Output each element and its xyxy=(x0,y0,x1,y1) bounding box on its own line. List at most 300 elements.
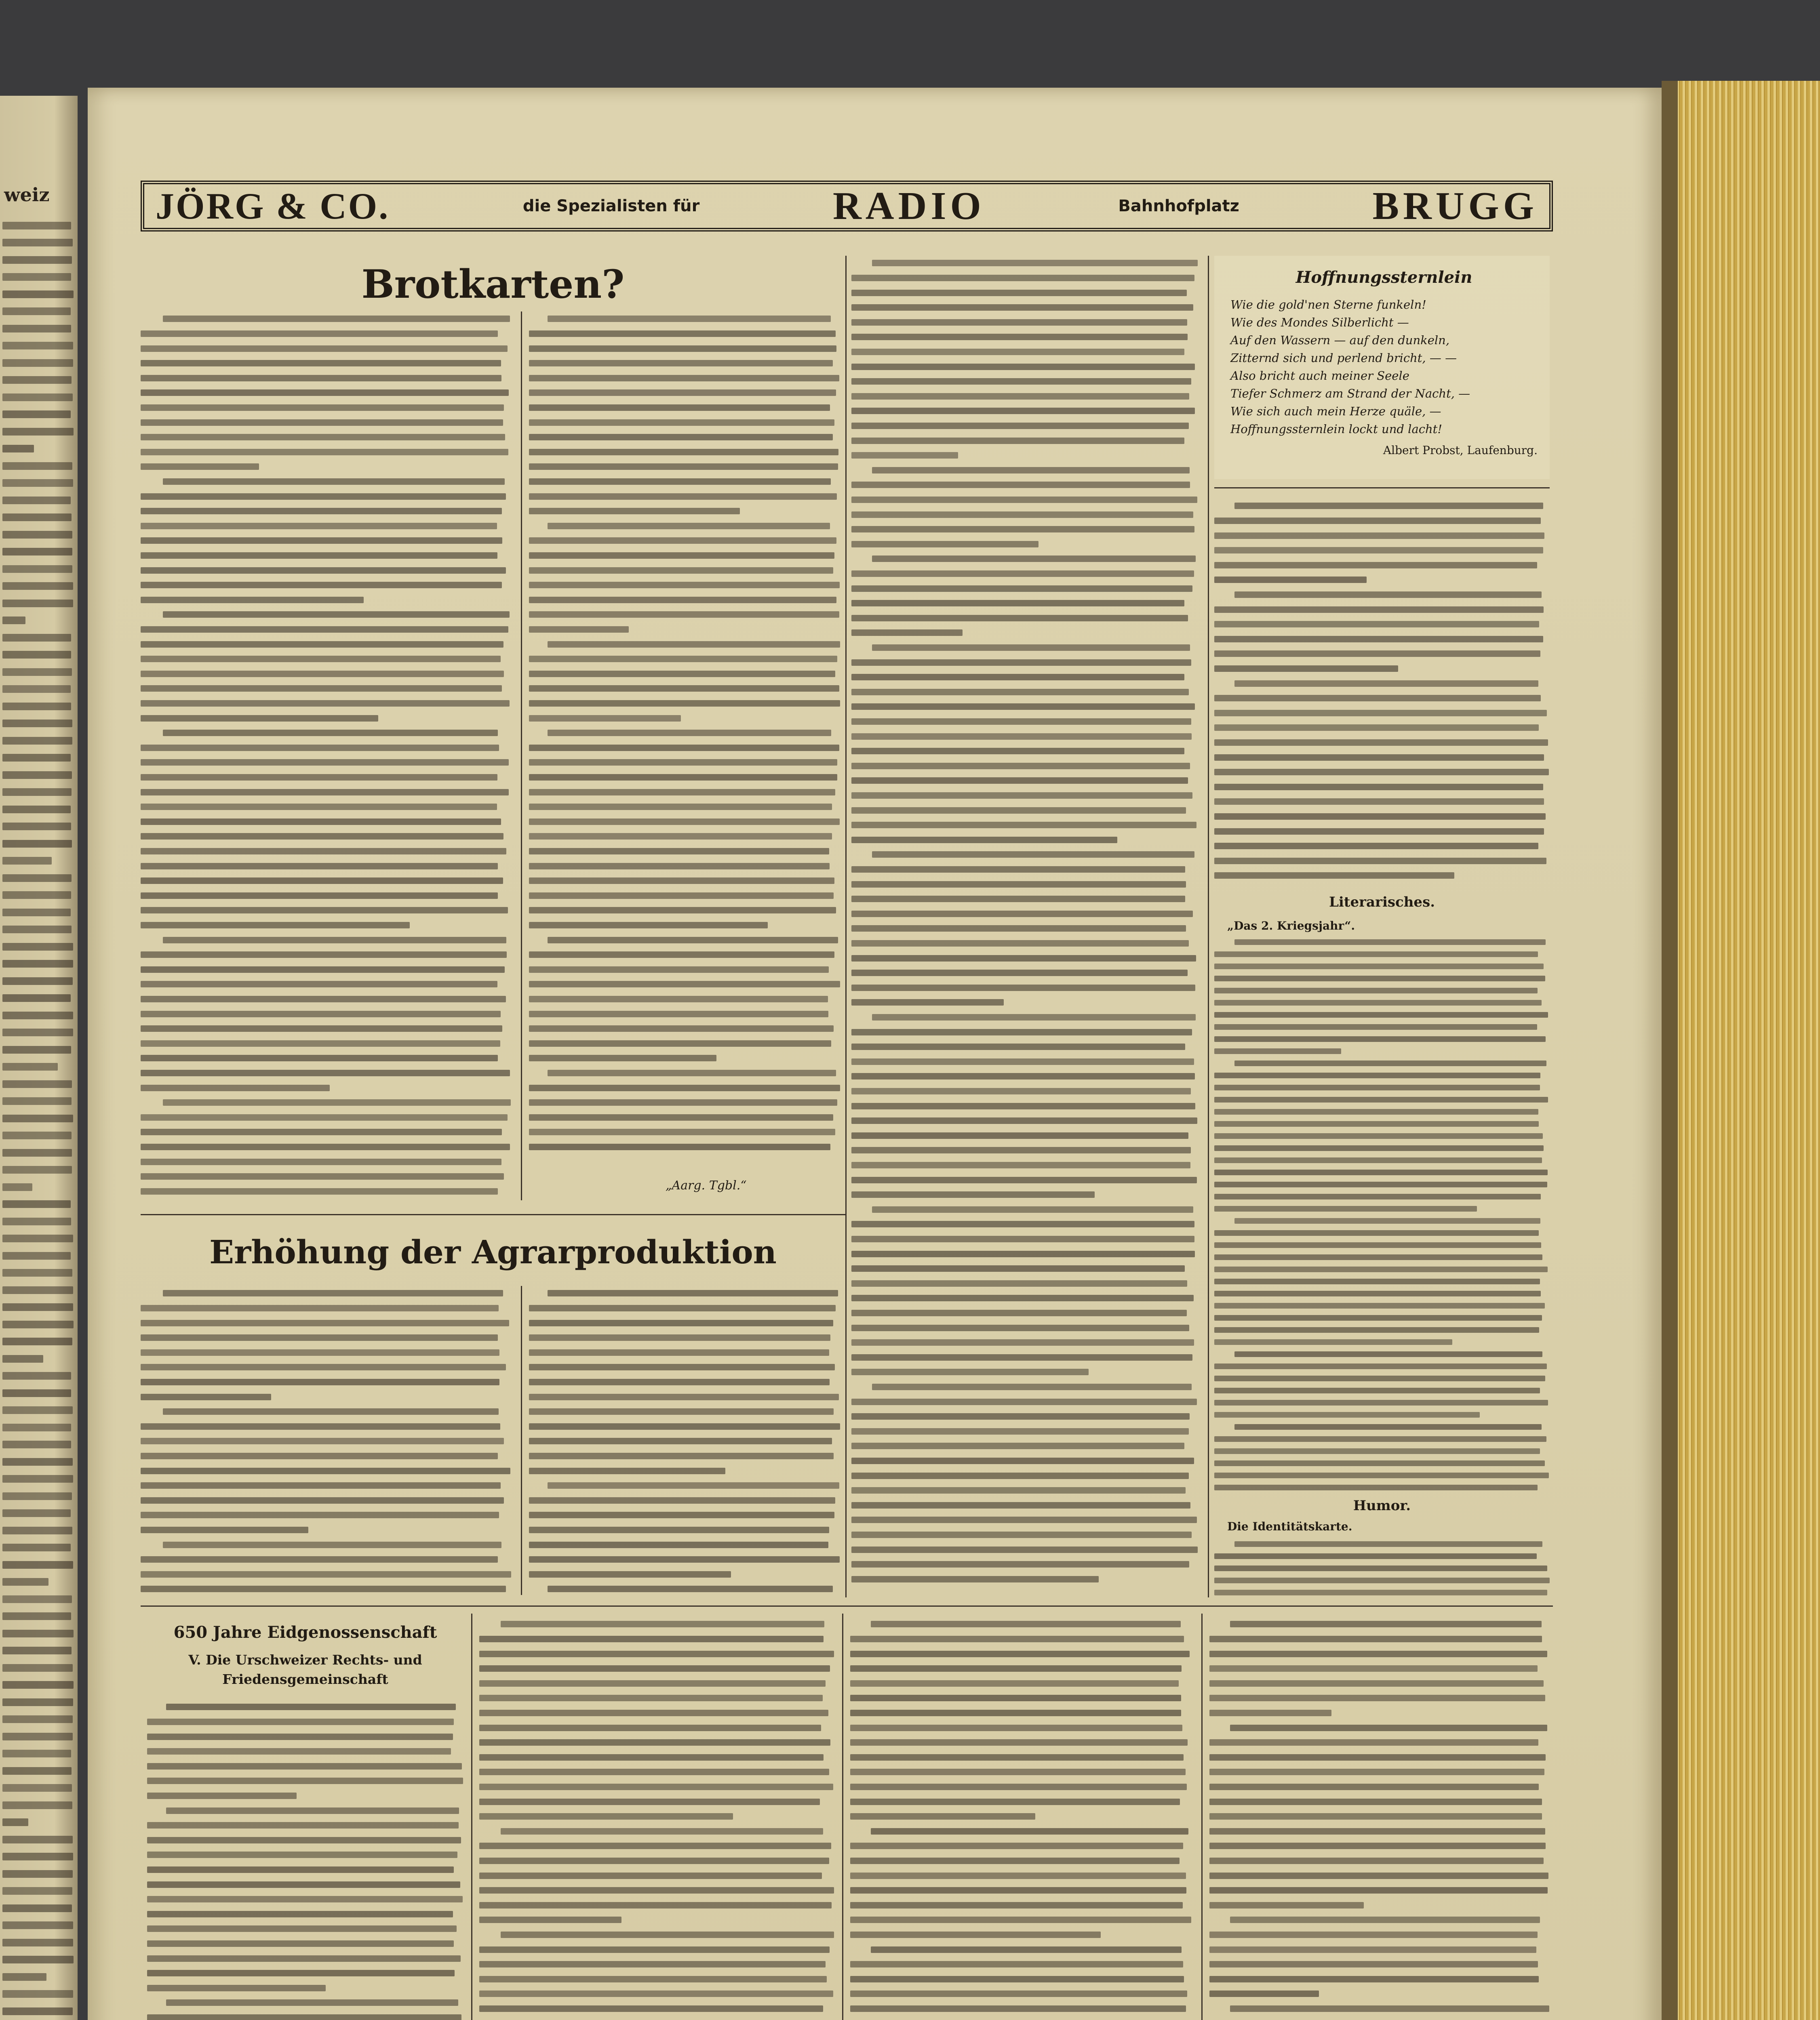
text-line xyxy=(141,537,502,544)
poem-line: Tiefer Schmerz am Strand der Nacht, — xyxy=(1230,387,1470,400)
text-line xyxy=(2,1355,43,1363)
text-line xyxy=(529,996,828,1002)
text-line xyxy=(1214,1553,1537,1559)
text-line xyxy=(851,1428,1189,1435)
text-line xyxy=(141,523,497,529)
text-line xyxy=(1234,1060,1546,1066)
text-line xyxy=(2,943,73,951)
text-line xyxy=(529,1085,840,1091)
text-line xyxy=(529,493,837,500)
agrarproduktion-headline: Erhöhung der Agrarproduktion xyxy=(209,1233,777,1271)
poem-line: Auf den Wassern — auf den dunkeln, xyxy=(1230,333,1450,347)
text-line xyxy=(851,452,958,459)
text-line xyxy=(529,700,840,707)
text-line xyxy=(166,1807,459,1814)
text-line xyxy=(147,2014,461,2020)
text-line xyxy=(1214,1315,1542,1321)
text-line xyxy=(1214,1121,1539,1127)
advertiser-tagline: die Spezialisten für xyxy=(522,197,700,215)
text-line xyxy=(851,1029,1192,1035)
text-line xyxy=(529,671,835,677)
text-line xyxy=(1230,1725,1547,1731)
text-line xyxy=(147,1793,297,1799)
text-line xyxy=(2,1784,72,1792)
text-line xyxy=(548,1290,838,1296)
poem-line: Wie des Mondes Silberlicht — xyxy=(1230,316,1409,329)
section-divider xyxy=(141,1605,1553,1607)
text-line xyxy=(141,419,503,426)
text-line xyxy=(1214,724,1539,731)
text-line xyxy=(479,1665,830,1672)
text-line xyxy=(851,807,1186,814)
text-line xyxy=(141,1556,498,1563)
text-line xyxy=(1234,1424,1542,1430)
text-line xyxy=(851,1221,1194,1227)
text-line xyxy=(2,1767,72,1775)
text-line xyxy=(479,1946,830,1953)
text-line xyxy=(850,1651,1190,1657)
text-line xyxy=(2,582,73,590)
text-line xyxy=(851,541,1038,547)
text-line xyxy=(147,1822,459,1829)
text-line xyxy=(872,851,1194,858)
text-line xyxy=(1230,1917,1540,1923)
text-line xyxy=(1214,1327,1539,1333)
text-line xyxy=(2,1115,73,1122)
text-line xyxy=(479,1680,826,1687)
text-line xyxy=(2,393,73,401)
text-line xyxy=(141,330,498,337)
poem-line: Wie sich auch mein Herze quäle, — xyxy=(1230,404,1441,418)
text-line xyxy=(147,1734,453,1740)
literary-text-column xyxy=(1214,936,1550,1494)
advertiser-town: BRUGG xyxy=(1372,184,1538,228)
poem-line: Also bricht auch meiner Seele xyxy=(1230,369,1409,383)
text-line xyxy=(850,1976,1184,1982)
text-line xyxy=(1234,1218,1540,1224)
text-line xyxy=(850,1932,1101,1938)
text-line xyxy=(2,1664,73,1672)
text-line xyxy=(2,2007,73,2015)
newspaper-page xyxy=(88,88,1662,2020)
text-line xyxy=(141,996,506,1002)
text-line xyxy=(871,1828,1188,1835)
text-line xyxy=(529,626,629,633)
humor-section-heading: Humor. xyxy=(1353,1498,1411,1514)
text-line xyxy=(529,1040,831,1047)
text-line xyxy=(1209,1961,1538,1967)
text-line xyxy=(1214,976,1545,981)
text-line xyxy=(1214,988,1538,993)
text-line xyxy=(1214,1000,1542,1006)
text-line xyxy=(141,848,506,854)
text-line xyxy=(141,582,502,588)
text-line xyxy=(1214,1145,1544,1151)
poem-divider xyxy=(1214,487,1550,488)
text-line xyxy=(147,1748,451,1755)
text-line xyxy=(1230,2005,1549,2012)
text-line xyxy=(141,907,508,913)
text-line xyxy=(479,1991,833,1997)
text-line xyxy=(1234,939,1546,945)
text-line xyxy=(141,1586,506,1592)
text-line xyxy=(2,307,71,315)
text-line xyxy=(141,1438,504,1444)
text-line xyxy=(1214,1194,1541,1199)
text-line xyxy=(163,1290,503,1296)
column-rule xyxy=(471,1614,472,2020)
radio-advertisement-banner xyxy=(141,181,1553,231)
text-line xyxy=(1214,1339,1452,1345)
text-line xyxy=(141,715,378,722)
text-line xyxy=(851,1399,1197,1405)
agriculture-text-column xyxy=(851,256,1198,1587)
text-line xyxy=(1209,1902,1364,1908)
text-line xyxy=(1214,1590,1547,1595)
text-line xyxy=(851,1088,1191,1094)
text-line xyxy=(1209,1636,1542,1642)
text-line xyxy=(851,763,1190,769)
text-line xyxy=(548,641,840,648)
text-line xyxy=(1214,1182,1547,1187)
text-line xyxy=(141,1144,510,1150)
text-line xyxy=(850,1917,1191,1923)
text-line xyxy=(851,985,1195,991)
text-line xyxy=(851,733,1192,740)
text-line xyxy=(2,823,71,830)
text-line xyxy=(1214,1364,1547,1369)
text-line xyxy=(871,1621,1181,1627)
text-line xyxy=(851,600,1184,606)
text-line xyxy=(141,789,509,795)
text-line xyxy=(1214,1578,1550,1583)
text-line xyxy=(141,966,505,973)
text-line xyxy=(529,1144,830,1150)
text-line xyxy=(2,754,71,762)
text-line xyxy=(2,806,71,813)
text-line xyxy=(851,1103,1195,1109)
text-line xyxy=(141,567,506,574)
column-rule xyxy=(845,256,847,1597)
text-line xyxy=(529,1320,833,1326)
text-line xyxy=(529,389,836,396)
text-line xyxy=(2,1990,73,1998)
text-line xyxy=(851,1443,1184,1449)
text-line xyxy=(851,304,1193,311)
text-line xyxy=(529,508,740,514)
text-line xyxy=(2,1080,72,1088)
text-line xyxy=(2,1321,74,1328)
text-line xyxy=(1214,1133,1543,1139)
text-line xyxy=(851,1339,1194,1346)
text-line xyxy=(1209,1946,1536,1953)
text-line xyxy=(851,334,1188,340)
text-line xyxy=(529,419,834,426)
text-line xyxy=(529,789,835,795)
text-line xyxy=(851,999,1004,1006)
text-line xyxy=(1214,547,1543,553)
text-line xyxy=(1214,1291,1541,1296)
text-line xyxy=(851,585,1192,592)
text-line xyxy=(529,863,830,869)
column-rule xyxy=(1208,256,1209,1597)
text-line xyxy=(147,1778,463,1784)
text-line xyxy=(2,1372,71,1380)
text-line xyxy=(2,1286,73,1294)
text-line xyxy=(548,1586,833,1592)
text-line xyxy=(1234,1351,1542,1357)
text-line xyxy=(851,896,1185,902)
text-line xyxy=(2,685,71,693)
text-line xyxy=(141,700,510,707)
text-line xyxy=(872,556,1196,562)
text-line xyxy=(2,1406,73,1414)
text-line xyxy=(2,256,72,264)
text-line xyxy=(851,1251,1195,1257)
text-line xyxy=(141,1085,330,1091)
literary-section-heading: Literarisches. xyxy=(1329,894,1435,910)
text-line xyxy=(548,730,831,736)
text-line xyxy=(147,1896,463,1902)
text-line xyxy=(2,771,72,779)
text-line xyxy=(479,1902,832,1908)
text-line xyxy=(163,730,498,736)
text-line xyxy=(851,1147,1191,1153)
text-line xyxy=(529,1527,829,1533)
text-line xyxy=(1214,1279,1540,1284)
text-line xyxy=(548,937,838,943)
text-line xyxy=(851,1547,1198,1553)
text-line xyxy=(529,759,837,766)
text-line xyxy=(141,404,504,411)
text-line xyxy=(141,877,503,884)
text-line xyxy=(163,316,510,322)
text-line xyxy=(851,1265,1185,1272)
text-line xyxy=(2,617,25,624)
text-line xyxy=(1214,621,1539,627)
text-line xyxy=(147,1985,326,1991)
text-line xyxy=(141,1320,509,1326)
text-line xyxy=(529,907,836,913)
text-line xyxy=(2,634,71,642)
text-line xyxy=(1209,1710,1331,1716)
text-line xyxy=(529,1542,828,1548)
text-line xyxy=(2,1012,73,1019)
text-line xyxy=(851,570,1194,577)
text-line xyxy=(851,423,1189,429)
text-line xyxy=(2,497,71,504)
text-line xyxy=(851,792,1192,799)
text-line xyxy=(1214,1048,1341,1054)
text-line xyxy=(2,1973,46,1981)
text-line xyxy=(2,1149,72,1157)
text-line xyxy=(529,404,830,411)
text-line xyxy=(141,641,503,648)
text-line xyxy=(851,822,1196,828)
text-line xyxy=(2,1235,73,1242)
text-line xyxy=(850,1784,1187,1790)
text-line xyxy=(851,866,1185,873)
poem-line: Hoffnungssternlein lockt und lacht! xyxy=(1230,422,1442,436)
text-line xyxy=(1214,739,1548,746)
text-line xyxy=(850,1725,1182,1731)
text-line xyxy=(1214,1460,1545,1466)
left-page-edge xyxy=(0,96,78,2020)
stacked-page-edges xyxy=(1662,81,1820,2020)
text-line xyxy=(529,1408,834,1415)
text-line xyxy=(166,1704,456,1710)
text-line xyxy=(2,1801,72,1809)
text-line xyxy=(851,970,1188,976)
text-line xyxy=(1214,1485,1538,1490)
text-line xyxy=(1214,636,1543,642)
text-line xyxy=(2,513,72,521)
text-line xyxy=(2,788,72,796)
text-line xyxy=(851,629,963,636)
text-line xyxy=(2,1166,72,1174)
text-line xyxy=(1214,1400,1548,1406)
text-line xyxy=(851,1236,1194,1242)
text-line xyxy=(529,611,839,618)
text-line xyxy=(147,1852,457,1858)
text-line xyxy=(851,718,1191,725)
text-line xyxy=(1209,1680,1544,1687)
text-line xyxy=(1214,1448,1540,1454)
text-line xyxy=(1214,1566,1547,1571)
poem-author: Albert Probst, Laufenburg. xyxy=(1383,444,1538,457)
text-line xyxy=(163,1099,511,1106)
text-line xyxy=(529,1438,832,1444)
text-line xyxy=(851,408,1195,414)
text-line xyxy=(1214,754,1544,761)
text-line xyxy=(851,349,1184,355)
text-line xyxy=(2,1097,72,1105)
text-line xyxy=(850,1843,1183,1849)
text-line xyxy=(1214,665,1398,672)
advertiser-address: Bahnhofplatz xyxy=(1118,197,1239,215)
text-line xyxy=(851,290,1187,296)
text-line xyxy=(1209,1887,1548,1894)
text-line xyxy=(529,922,768,928)
text-line xyxy=(2,1200,71,1208)
text-line xyxy=(2,1578,48,1586)
text-line xyxy=(1209,1651,1547,1657)
text-line xyxy=(2,1595,72,1603)
text-line xyxy=(1214,1254,1542,1260)
text-line xyxy=(479,1695,823,1701)
text-line xyxy=(2,359,73,367)
text-line xyxy=(141,922,410,928)
text-line xyxy=(141,1159,501,1165)
text-line xyxy=(850,1754,1184,1761)
text-line xyxy=(529,1379,830,1385)
text-line xyxy=(1214,784,1543,790)
text-line xyxy=(529,1305,836,1311)
text-line xyxy=(851,1280,1187,1287)
text-line xyxy=(529,478,831,485)
text-line xyxy=(147,1719,454,1725)
text-line xyxy=(872,1014,1196,1021)
text-line xyxy=(2,1939,73,1946)
text-line xyxy=(147,1911,453,1917)
text-line xyxy=(479,1961,826,1967)
text-line xyxy=(141,552,497,559)
text-line xyxy=(851,940,1189,947)
text-line xyxy=(850,1769,1186,1775)
text-line xyxy=(850,1902,1183,1908)
text-line xyxy=(141,1349,499,1356)
text-line xyxy=(1214,562,1537,568)
text-line xyxy=(141,508,502,514)
text-line xyxy=(529,537,836,544)
text-line xyxy=(851,1191,1095,1198)
text-line xyxy=(2,1063,58,1071)
text-line xyxy=(851,1561,1189,1568)
text-line xyxy=(851,1413,1190,1420)
poem-line: Wie die gold'nen Sterne funkeln! xyxy=(1230,298,1426,311)
text-line xyxy=(1209,1828,1545,1835)
text-line xyxy=(141,759,509,766)
text-line xyxy=(147,1940,454,1947)
text-line xyxy=(529,1394,839,1400)
text-line xyxy=(851,319,1187,326)
text-line xyxy=(529,848,829,854)
agrarproduktion-text-column xyxy=(141,1286,511,1597)
text-line xyxy=(141,892,498,899)
text-line xyxy=(2,410,71,418)
text-line xyxy=(2,1252,71,1260)
agrarproduktion-text-column xyxy=(529,1286,840,1597)
text-line xyxy=(141,360,501,366)
text-line xyxy=(2,1836,73,1843)
text-line xyxy=(1209,1784,1539,1790)
poem-line: Zitternd sich und perlend bricht, — — xyxy=(1230,351,1457,365)
text-line xyxy=(1214,964,1544,969)
text-line xyxy=(2,840,72,848)
text-line xyxy=(851,511,1193,518)
text-line xyxy=(1209,1739,1538,1746)
text-line xyxy=(1209,1843,1546,1849)
text-line xyxy=(871,1946,1182,1953)
text-line xyxy=(872,1206,1193,1213)
text-line xyxy=(529,463,838,470)
text-line xyxy=(851,659,1191,666)
text-line xyxy=(141,1011,501,1017)
text-line xyxy=(141,774,497,781)
text-line xyxy=(479,1843,831,1849)
brotkarten-text-column xyxy=(141,311,511,1199)
poem-box xyxy=(1214,256,1550,479)
text-line xyxy=(141,745,499,751)
text-line xyxy=(851,497,1197,503)
text-line xyxy=(141,434,505,440)
text-line xyxy=(529,966,829,973)
text-line xyxy=(1209,1932,1538,1938)
text-line xyxy=(479,1651,834,1657)
text-line xyxy=(141,1305,499,1311)
text-line xyxy=(1214,769,1549,775)
text-line xyxy=(850,1961,1183,1967)
text-line xyxy=(141,1394,271,1400)
text-line xyxy=(1214,518,1541,524)
text-line xyxy=(141,951,507,958)
text-line xyxy=(1214,1109,1538,1115)
text-line xyxy=(529,1571,731,1578)
text-line xyxy=(2,1183,32,1191)
text-line xyxy=(2,1630,74,1637)
text-line xyxy=(1214,1303,1545,1309)
text-line xyxy=(1214,798,1544,805)
